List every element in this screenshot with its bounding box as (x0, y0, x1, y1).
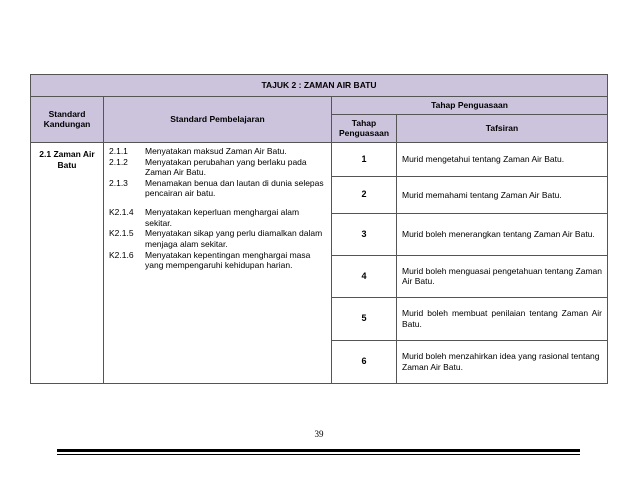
header-standard-pembelajaran: Standard Pembelajaran (104, 97, 332, 143)
list-item (109, 207, 326, 228)
list-item-text: Menyatakan sikap yang perlu diamalkan dalam menjaga alam sekitar. (145, 228, 323, 249)
standard-pembelajaran-cell (104, 142, 332, 383)
list-item-code: 2.1.3 (109, 177, 128, 188)
standard-pembelajaran-list (109, 146, 326, 271)
list-item (109, 146, 326, 157)
header-tahap-penguasaan-group: Tahap Penguasaan (332, 97, 608, 115)
standards-table (30, 74, 608, 384)
header-tahap: Tahap Penguasaan (332, 114, 397, 142)
list-item-text: Menyatakan perubahan yang berlaku pada Zaman Air Batu. (145, 156, 307, 178)
list-item-text: Menamakan benua dan lautan di dunia selepas pencairan air batu. (145, 177, 324, 199)
list-item (109, 178, 326, 199)
list-item-text: Menyatakan keperluan menghargai alam sekitar. (145, 207, 300, 228)
page-number: 39 (314, 429, 324, 439)
interpretation-cell: Murid boleh menerangkan tentang Zaman Air Batu. (397, 213, 608, 255)
list-item (109, 228, 326, 249)
list-item-code: K2.1.5 (109, 228, 134, 239)
standard-kandungan-cell: 2.1 Zaman Air Batu (31, 142, 104, 383)
footer-rule-thin (57, 454, 580, 455)
interpretation-cell: Murid boleh menzahirkan idea yang rasional tentang Zaman Air Batu. (397, 340, 608, 383)
level-cell: 5 (332, 297, 397, 340)
list-item-text: Menyatakan kepentingan menghargai masa yang mempengaruhi kehidupan harian. (145, 249, 311, 271)
list-item-code: K2.1.4 (109, 207, 134, 217)
level-cell: 1 (332, 142, 397, 176)
interpretation-cell: Murid memahami tentang Zaman Air Batu. (397, 176, 608, 213)
header-standard-kandungan: Standard Kandungan (31, 97, 104, 143)
list-item-code: 2.1.1 (109, 145, 128, 156)
list-item (109, 157, 326, 178)
interpretation-cell: Murid boleh membuat penilaian tentang Zaman Air Batu. (397, 297, 608, 340)
header-tafsiran: Tafsiran (397, 114, 608, 142)
interpretation-cell: Murid boleh menguasai pengetahuan tentang Zaman Air Batu. (397, 255, 608, 297)
table-title: TAJUK 2 : ZAMAN AIR BATU (31, 75, 608, 97)
interpretation-cell: Murid mengetahui tentang Zaman Air Batu. (397, 142, 608, 176)
list-item-code: K2.1.6 (109, 249, 134, 260)
level-cell: 2 (332, 176, 397, 213)
level-cell: 3 (332, 213, 397, 255)
list-item-code: 2.1.2 (109, 156, 128, 167)
level-cell: 6 (332, 340, 397, 383)
level-cell: 4 (332, 255, 397, 297)
list-item-text: Menyatakan maksud Zaman Air Batu. (145, 145, 287, 156)
footer-rule (57, 449, 580, 452)
list-item (109, 250, 326, 271)
